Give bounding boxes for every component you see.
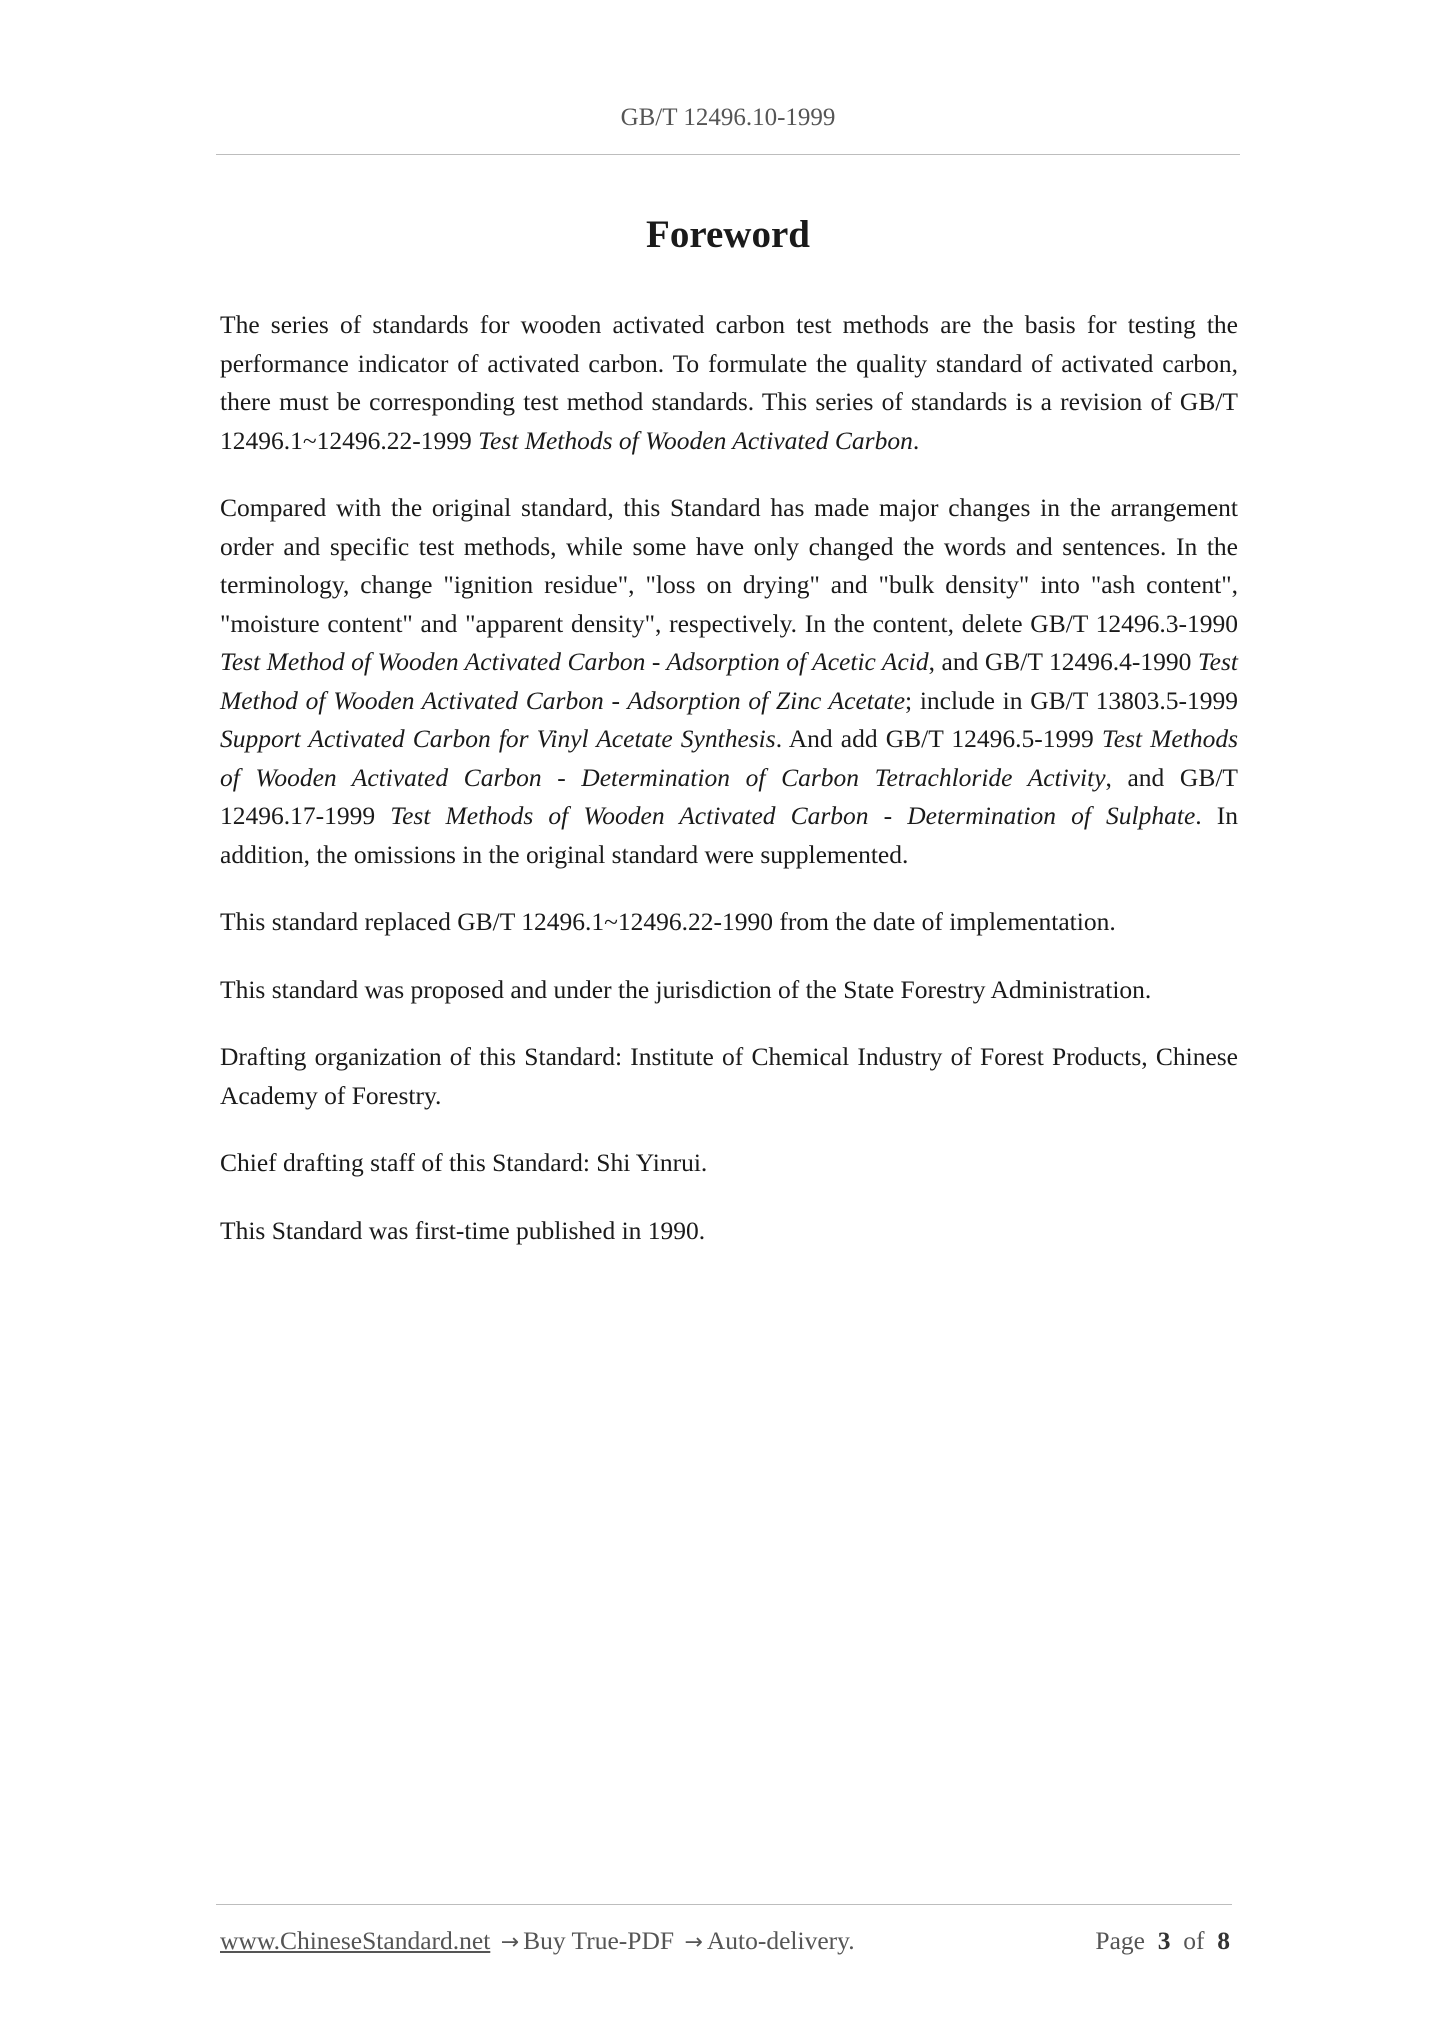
right-arrow-icon: → [684,1930,703,1955]
footer-divider [216,1904,1232,1905]
paragraph-4: This standard was proposed and under the jurisdiction of the State Forestry Administration. [220,974,1152,1004]
page-title: Foreword [646,213,810,256]
standard-title-italic: Support Activated Carbon for Vinyl Acetate Synthesis [220,724,776,753]
standard-title-italic: Test Methods of Wooden Activated Carbon - Determination of Sulphate [390,801,1196,830]
standard-title-italic: Test Methods of Wooden Activated Carbon [478,425,913,455]
footer-promo [220,1926,855,1956]
page-total: 8 [1217,1926,1230,1955]
paragraph-5: Drafting organization of this Standard: Institute of Chemical Industry of Forest Products, Chinese Academy of Forestry. [220,1042,1238,1110]
header-divider [216,154,1240,155]
delivery-text: Auto-delivery. [706,1926,855,1955]
website-link[interactable]: www.ChineseStandard.net [220,1926,491,1955]
right-arrow-icon: → [500,1930,520,1955]
paragraph-3: This standard replaced GB/T 12496.1~12496.22-1990 from the date of implementation. [220,907,1116,936]
page-indicator: Page 3 of 8 [1095,1926,1230,1955]
page-number: 3 [1157,1926,1171,1955]
buy-text: Buy True-PDF [523,1926,675,1955]
standard-title-italic: Test Methods of Wooden Activated Carbon - Determination of Carbon Tetrachloride Activity [220,724,1238,792]
foreword-body [220,306,1238,1279]
document-header: GB/T 12496.10-1999 [620,104,836,131]
standard-title-italic: Test Method of Wooden Activated Carbon - Adsorption of Zinc Acetate [220,647,1238,715]
paragraph-6: Chief drafting staff of this Standard: Shi Yinrui. [220,1148,708,1177]
paragraph-2: Compared with the original standard, this Standard has made major changes in the arrangement order and specific test methods, while some have only changed the words and sentences. In the terminology, change "ignition residue", "loss on drying" and "bulk density" into "ash content", "moisture content" and "apparent density", respectively. In the content, delete GB/T 12496.3-1990 Test Method of Wooden Activated Carbon - Adsorption of Acetic Acid, and GB/T 12496.4-1990 Test Method of Wooden Activated Carbon - Adsorption of Zinc Acetate; include in GB/T 13803.5-1999 Support Activated Carbon for Vinyl Acetate Synthesis. And add GB/T 12496.5-1999 Test Methods of Wooden Activated Carbon - Determination of Carbon Tetrachloride Activity, and GB/T 12496.17-1999 Test Methods of Wooden Activated Carbon - Determination of Sulphate. In addition, the omissions in the original standard were supplemented. [220,493,1239,869]
paragraph-1: The series of standards for wooden activated carbon test methods are the basis for testing the performance indicator of activated carbon. To formulate the quality standard of activated carbon, there must be corresponding test method standards. This series of standards is a revision of GB/T 12496.1~12496.22-1999 Test Methods of Wooden Activated Carbon. [220,310,1238,455]
paragraph-7: This Standard was first-time published in 1990. [220,1215,706,1245]
standard-title-italic: Test Method of Wooden Activated Carbon - Adsorption of Acetic Acid [220,647,929,676]
